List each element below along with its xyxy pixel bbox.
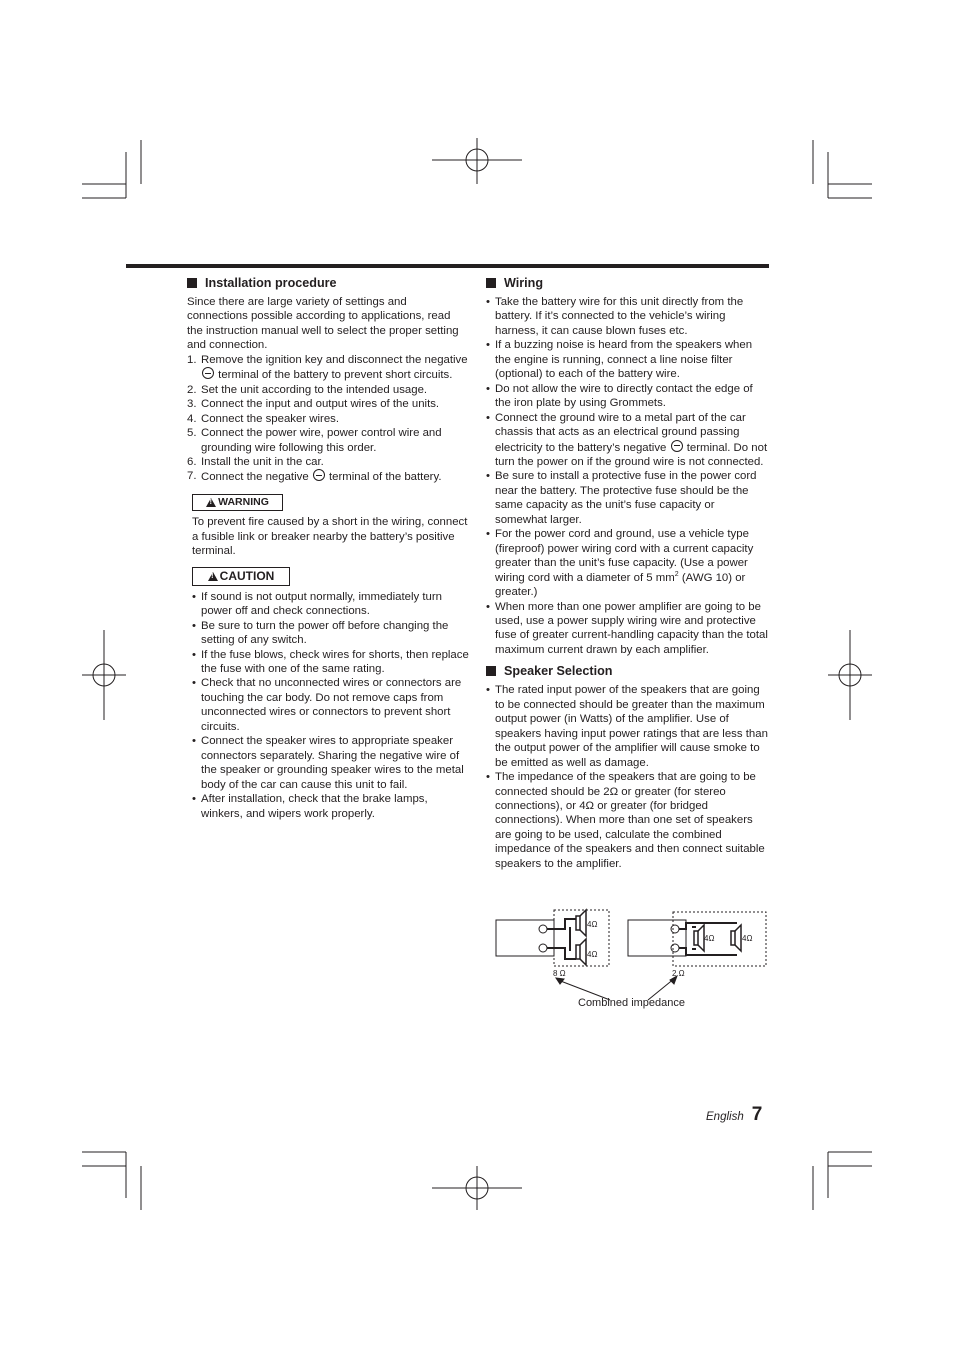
step-item: 5. Connect the power wire, power control wire and grounding wire following this order. [187,427,442,454]
page-footer [706,1104,762,1126]
wiring-list [486,295,768,657]
speaker-selection-heading: Speaker Selection [486,663,768,679]
installation-intro: Since there are large variety of settings and connections possible according to applications, read the instruction manual well to select the proper setting and connection. [187,296,459,352]
wiring-item: • For the power cord and ground, use a vehicle type (fireproof) power wiring cord with a current capacity greater than the unit’s fuse capacity. (Use a power wiring cord with a diameter of 5 $mm^2$ (AWG 10) or greater.) [486,527,768,599]
left-column [187,275,469,821]
header-rule [126,264,769,268]
wiring-item: • Take the battery wire for this unit directly from the battery. If it’s connected to the vehicle’s wiring harness, it can cause blown fuses etc. [486,295,768,338]
speaker-item: • The impedance of the speakers that are going to be connected should be 2Ω or greater (for stereo connections), or 4Ω or greater (for bridged connections). When more than one set of speakers are going to be used, calculate the combined impedance of the speakers and then connect suitable speakers to the amplifier. [486,770,768,871]
speaker-icon [576,939,586,965]
wiring-heading: Wiring [486,275,768,291]
caution-item: • Check that no unconnected wires or connectors are touching the car body. Do not remove caps from unconnected wires or connectors to prevent short circuits. [192,676,469,734]
negative-terminal-icon [313,469,325,481]
speaker-icon [576,910,586,936]
caution-item: • Be sure to turn the power off before changing the setting of any switch. [192,619,469,648]
plus-terminal-icon [671,925,679,933]
footer-language: English [706,1111,744,1123]
step-item: 7. Connect the negative terminal of the battery. [187,470,442,484]
right-column [486,275,768,871]
wiring-item: • When more than one power amplifier are going to be used, use a power supply wiring wire and protective fuse of greater current-handling capacity than the total maximum current drawn by each amplifier. [486,600,768,658]
caution-list [192,590,469,821]
warning-label: ! WARNING [192,494,283,511]
installation-heading: Installation procedure [187,275,469,291]
caution-item: • If sound is not output normally, immediately turn power off and check connections. [192,590,469,619]
parallel-b-impedance: 4Ω [742,934,753,943]
warning-text: To prevent fire caused by a short in the wiring, connect a fusible link or breaker nearby the battery’s positive terminal. [192,516,468,558]
speaker-item: • The rated input power of the speakers that are going to be connected should be greater than the maximum output power (in Watts) of the amplifier. Use of speakers having input power ratings that are less than the output power of the amplifier will cause smoke to be emitted as well as damage. [486,683,768,770]
negative-terminal-icon [202,367,214,379]
step-item: 4. Connect the speaker wires. [187,412,340,425]
square-bullet-icon [486,666,496,676]
minus-terminal-icon [671,944,679,952]
wiring-item: • Do not allow the wire to directly contact the edge of the iron plate by using Grommets. [486,382,768,411]
warning-triangle-icon [206,498,216,507]
caution-triangle-icon [208,572,218,581]
step-item: 1. Remove the ignition key and disconnect the negative terminal of the battery to prevent short circuits. [187,353,468,382]
wiring-item: • Be sure to install a protective fuse in the power cord near the battery. The protective fuse should be the same capacity as the unit’s fuse capacity or somewhat larger. [486,469,768,527]
wiring-item: • Connect the ground wire to a metal part of the car chassis that acts as an electrical ground passing electricity to the battery’s negative terminal. Do not turn the power on if the ground wire is not connected. [486,411,768,470]
parallel-total-impedance: 2 Ω [672,969,685,978]
caution-item: • If the fuse blows, check wires for shorts, then replace the fuse with one of the same rating. [192,648,469,677]
series-bottom-impedance: 4Ω [587,950,598,959]
plus-terminal-icon [539,925,547,933]
step-item: 6. Install the unit in the car. [187,455,324,468]
speaker-selection-list [486,683,768,871]
parallel-a-impedance: 4Ω [704,934,715,943]
step-item: 2. Set the unit according to the intended usage. [187,383,428,396]
negative-terminal-icon [671,440,683,452]
speaker-icon [694,925,704,951]
wiring-item: • If a buzzing noise is heard from the speakers when the engine is running, connect a line noise filter (optional) to each of the battery wire. [486,338,768,381]
installation-steps [187,353,469,485]
series-speaker-group [554,910,609,966]
series-total-impedance: 8 Ω [553,969,566,978]
caution-item: • Connect the speaker wires to appropriate speaker connectors separately. Sharing the negative wire of the speaker or grounding speaker wires to the metal body of the car can cause this unit to fail. [192,734,469,792]
series-top-impedance: 4Ω [587,920,598,929]
square-bullet-icon [187,278,197,288]
caution-label: ! CAUTION [192,567,290,586]
square-bullet-icon [486,278,496,288]
minus-terminal-icon [539,944,547,952]
diagram-caption: Combined impedance [578,997,686,1009]
page-number: 7 [751,1104,763,1125]
step-item: 3. Connect the input and output wires of the units. [187,398,440,411]
speaker-icon [731,925,741,951]
caution-item: • After installation, check that the brake lamps, winkers, and wipers work properly. [192,792,469,821]
